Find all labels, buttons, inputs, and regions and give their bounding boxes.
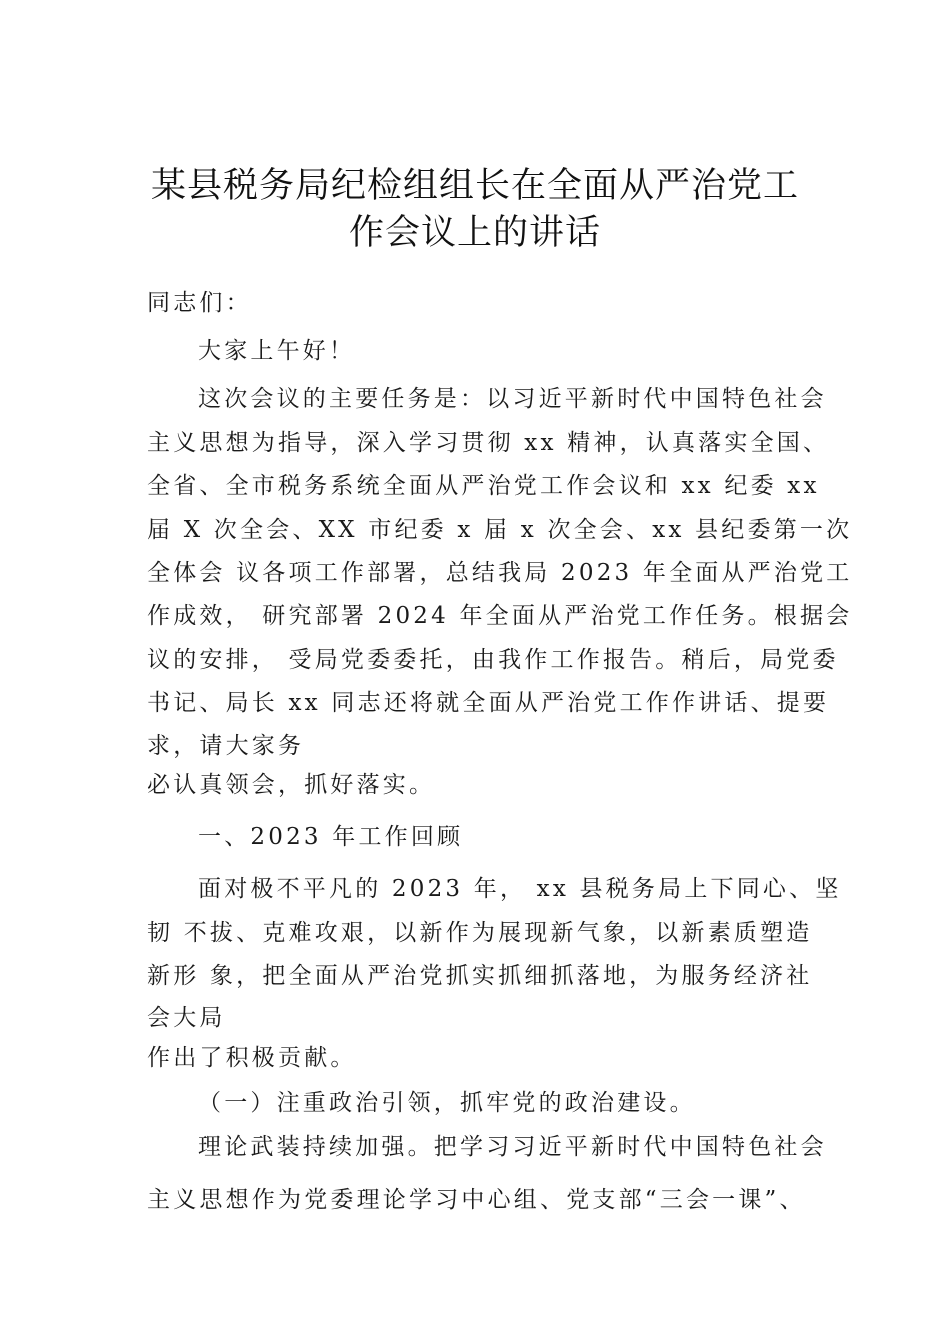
body-line: 届 X 次全会、XX 市纪委 x 届 x 次全会、xx 县纪委第一次 <box>147 517 853 543</box>
body-line: 理论武装持续加强。把学习习近平新时代中国特色社会 <box>198 1134 827 1160</box>
body-line: 主义思想为指导，深入学习贯彻 xx 精神，认真落实全国、 <box>147 430 830 456</box>
body-line: 全体会 议各项工作部署，总结我局 2023 年全面从严治党工 <box>147 560 853 586</box>
subsection-heading: （一）注重政治引领，抓牢党的政治建设。 <box>198 1090 696 1116</box>
body-line: 作出了积极贡献。 <box>147 1045 357 1071</box>
body-line: 求，请大家务 <box>147 733 305 759</box>
section-heading: 一、2023 年工作回顾 <box>198 824 464 850</box>
body-line: 这次会议的主要任务是：以习近平新时代中国特色社会 <box>198 386 827 412</box>
document-title-line-1: 某县税务局纪检组组长在全面从严治党工 <box>150 166 799 206</box>
greeting: 大家上午好！ <box>198 338 356 364</box>
body-line: 作成效， 研究部署 2024 年全面从严治党工作任务。根据会 <box>147 603 853 629</box>
salutation: 同志们： <box>147 290 252 316</box>
body-line: 主义思想作为党委理论学习中心组、党支部“三会一课”、 <box>147 1187 806 1213</box>
body-line: 书记、局长 xx 同志还将就全面从严治党工作作讲话、提要 <box>147 690 830 716</box>
body-line: 议的安排， 受局党委委托，由我作工作报告。稍后，局党委 <box>147 647 839 673</box>
body-line: 面对极不平凡的 2023 年， xx 县税务局上下同心、坚 <box>198 876 842 902</box>
body-line: 会大局 <box>147 1005 226 1031</box>
body-line: 新形 象，把全面从严治党抓实抓细抓落地，为服务经济社 <box>147 963 813 989</box>
body-line: 全省、全市税务系统全面从严治党工作会议和 xx 纪委 xx <box>147 473 820 499</box>
body-line: 必认真领会，抓好落实。 <box>147 772 436 798</box>
body-line: 韧 不拔、克难攻艰，以新作为展现新气象，以新素质塑造 <box>147 920 813 946</box>
document-title-line-2: 作会议上的讲话 <box>348 213 601 253</box>
